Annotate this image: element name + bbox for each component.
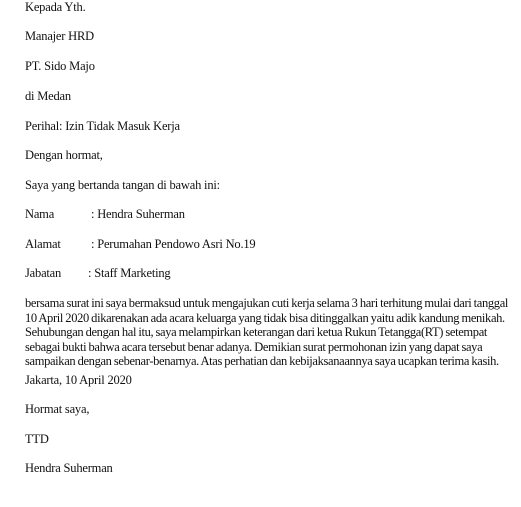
field-alamat-value: : Perumahan Pendowo Asri No.19 [91,237,256,251]
signature-mark: TTD [25,432,49,446]
place-date: Jakarta, 10 April 2020 [25,373,132,387]
field-alamat [25,237,255,252]
recipient-company: PT. Sido Majo [25,59,95,73]
field-jabatan-label: Jabatan [25,266,62,280]
field-alamat-label: Alamat [25,237,61,251]
field-nama [25,207,185,222]
field-jabatan [25,266,170,281]
recipient-location: di Medan [25,89,71,103]
salutation: Dengan hormat, [25,148,103,162]
field-jabatan-value: : Staff Marketing [88,266,171,280]
intro-line: Saya yang bertanda tangan di bawah ini: [25,178,220,192]
recipient-greeting: Kepada Yth. [25,0,86,14]
field-nama-label: Nama [25,207,55,221]
field-nama-value: : Hendra Suherman [91,207,185,221]
body-paragraph: bersama surat ini saya bermaksud untuk mengajukan cuti kerja selama 3 hari terhitung mulai dari tanggal 10 April 2020 dikarenakan ada acara keluarga yang tidak bisa ditinggalkan yaitu adik kandung menikah. Sehubungan dengan hal itu, saya melampirkan keterangan dari ketua Rukun Tetangga(RT) setempat sebagai bukti bahwa acara tersebut benar adanya. Demikian surat permohonan izin yang dapat saya sampaikan dengan sebenar-benarnya. Atas perhatian dan kebijaksanaannya saya ucapkan terima kasih. [25,296,509,369]
recipient-position: Manajer HRD [25,29,94,43]
closing: Hormat saya, [25,402,90,416]
signer-name: Hendra Suherman [25,461,113,475]
letter-subject: Perihal: Izin Tidak Masuk Kerja [25,119,180,133]
